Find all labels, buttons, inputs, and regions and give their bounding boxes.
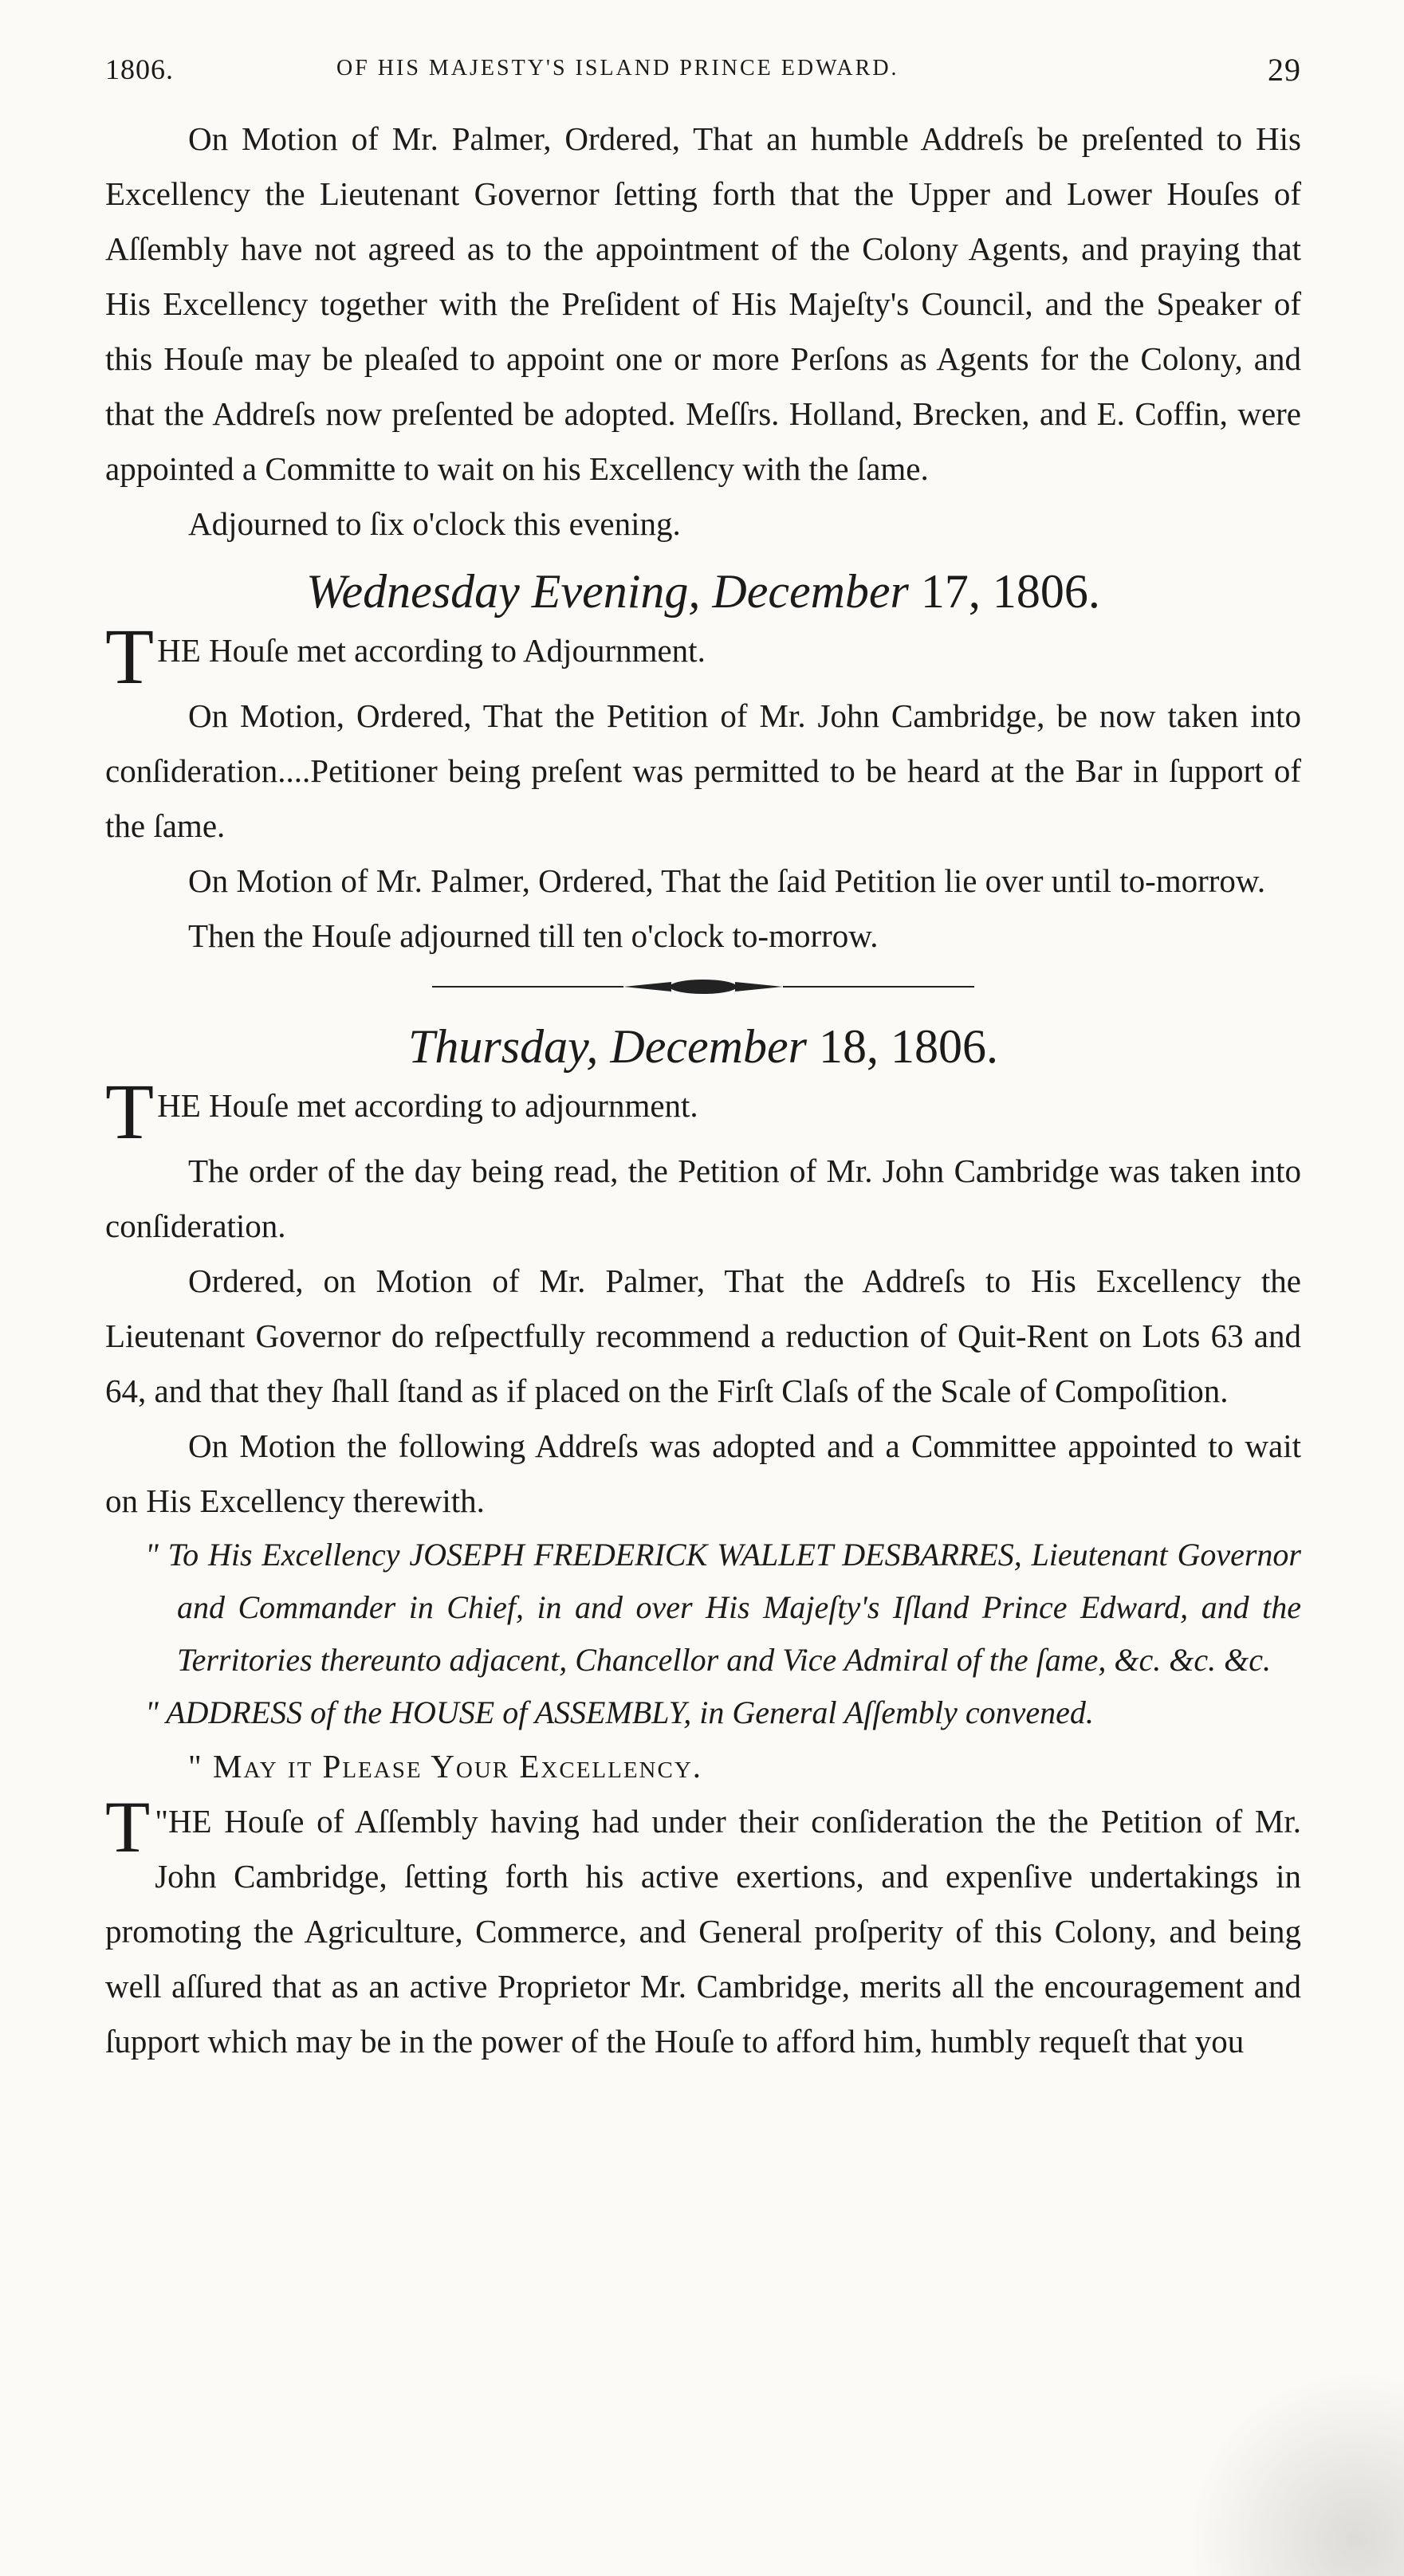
heading-thursday-date: 18, 1806.: [818, 1020, 998, 1073]
page-number: 29: [1268, 52, 1301, 88]
heading-wednesday-text: Wednesday Evening, December: [306, 565, 909, 618]
running-title: OF HIS MAJESTY'S ISLAND PRINCE EDWARD.: [336, 56, 899, 80]
paragraph-order-of-day: The order of the day being read, the Petition of Mr. John Cambridge was taken into conſideration.: [105, 1153, 1301, 1244]
address-drop-cap: T: [105, 1786, 151, 1867]
house-met-text: HE Houſe met according to Adjournment.: [157, 632, 706, 669]
page-wear-speckle: [1165, 2337, 1404, 2576]
header-year: 1806.: [105, 53, 174, 85]
paragraph-house-met-thursday: [105, 1067, 1301, 1156]
paragraph-motion-address: On Motion of Mr. Palmer, Ordered, That an humble Addreſs be preſented to His Excellency the Lieutenant Governor ſetting forth that the Upper and Lower Houſes of Aſſembly have not agreed as to the appointment of the Colony Agents, and praying that His Excellency together with the Preſident of His Majeſty's Council, and the Speaker of this Houſe may be pleaſed to appoint one or more Perſons as Agents for the Colony, and that the Addreſs now preſented be adopted. Meſſrs. Holland, Brecken, and E. Coffin, were appointed a Committe to wait on his Excellency with the ſame.: [105, 120, 1301, 487]
paragraph-adjourned-till-ten: Then the Houſe adjourned till ten o'clock to-morrow.: [188, 917, 879, 954]
paragraph-address-adopted: On Motion the following Addreſs was adopted and a Committee appointed to wait on His Excellency therewith.: [105, 1427, 1301, 1519]
salutation: " May it Please Your Excellency.: [188, 1748, 703, 1785]
paragraph-adjourned: Adjourned to ſix o'clock this evening.: [188, 505, 681, 542]
heading-wednesday-date: 17, 1806.: [920, 565, 1100, 618]
heading-thursday-text: Thursday, December: [408, 1020, 807, 1073]
address-heading-block: [105, 1529, 1301, 1739]
drop-cap: T: [105, 1067, 155, 1156]
heading-thursday: [105, 1015, 1301, 1078]
drop-cap: T: [105, 612, 155, 701]
paragraph-quit-rent: Ordered, on Motion of Mr. Palmer, That the Addreſs to His Excellency the Lieutenant Governor do reſpectfully recommend a reduction of Quit-Rent on Lots 63 and 64, and that they ſhall ſtand as if placed on the Firſt Claſs of the Scale of Compoſition.: [105, 1262, 1301, 1409]
address-body-text: HE Houſe of Aſſembly having had under their conſideration the the Petition of Mr. John Cambridge, ſetting forth his active exertions, and expenſive undertakings in promoting the Agriculture, Commerce, and General proſperity of this Colony, and being well aſſured that as an active Proprietor Mr. Cambridge, merits all the encouragement and ſupport which may be in the power of the Houſe to afford him, humbly requeſt that you: [105, 1803, 1301, 2060]
page-body: [105, 112, 1301, 2069]
ornamental-rule: [432, 975, 974, 999]
paragraph-house-met-wednesday: [105, 612, 1301, 701]
page-header: [105, 46, 1301, 94]
paragraph-petition-lie-over: On Motion of Mr. Palmer, Ordered, That the ſaid Petition lie over until to-morrow.: [188, 862, 1266, 899]
house-met-text: HE Houſe met according to adjournment.: [157, 1087, 698, 1124]
address-of-house: " ADDRESS of the HOUSE of ASSEMBLY, in General Aſſembly convened.: [145, 1694, 1094, 1730]
opening-quote: ": [155, 1803, 168, 1840]
paragraph-petition-cambridge: On Motion, Ordered, That the Petition of Mr. John Cambridge, be now taken into conſideration....Petitioner being preſent was permitted to be heard at the Bar in ſupport of the ſame.: [105, 697, 1301, 844]
address-body: [105, 1786, 1301, 2069]
address-to-excellency: " To His Excellency JOSEPH FREDERICK WALLET DESBARRES, Lieutenant Governor and Commander in Chief, in and over His Majeſty's Iſland Prince Edward, and the Territories thereunto adjacent, Chancellor and Vice Admiral of the ſame, &c. &c. &c.: [145, 1537, 1301, 1678]
heading-wednesday-evening: [105, 560, 1301, 623]
